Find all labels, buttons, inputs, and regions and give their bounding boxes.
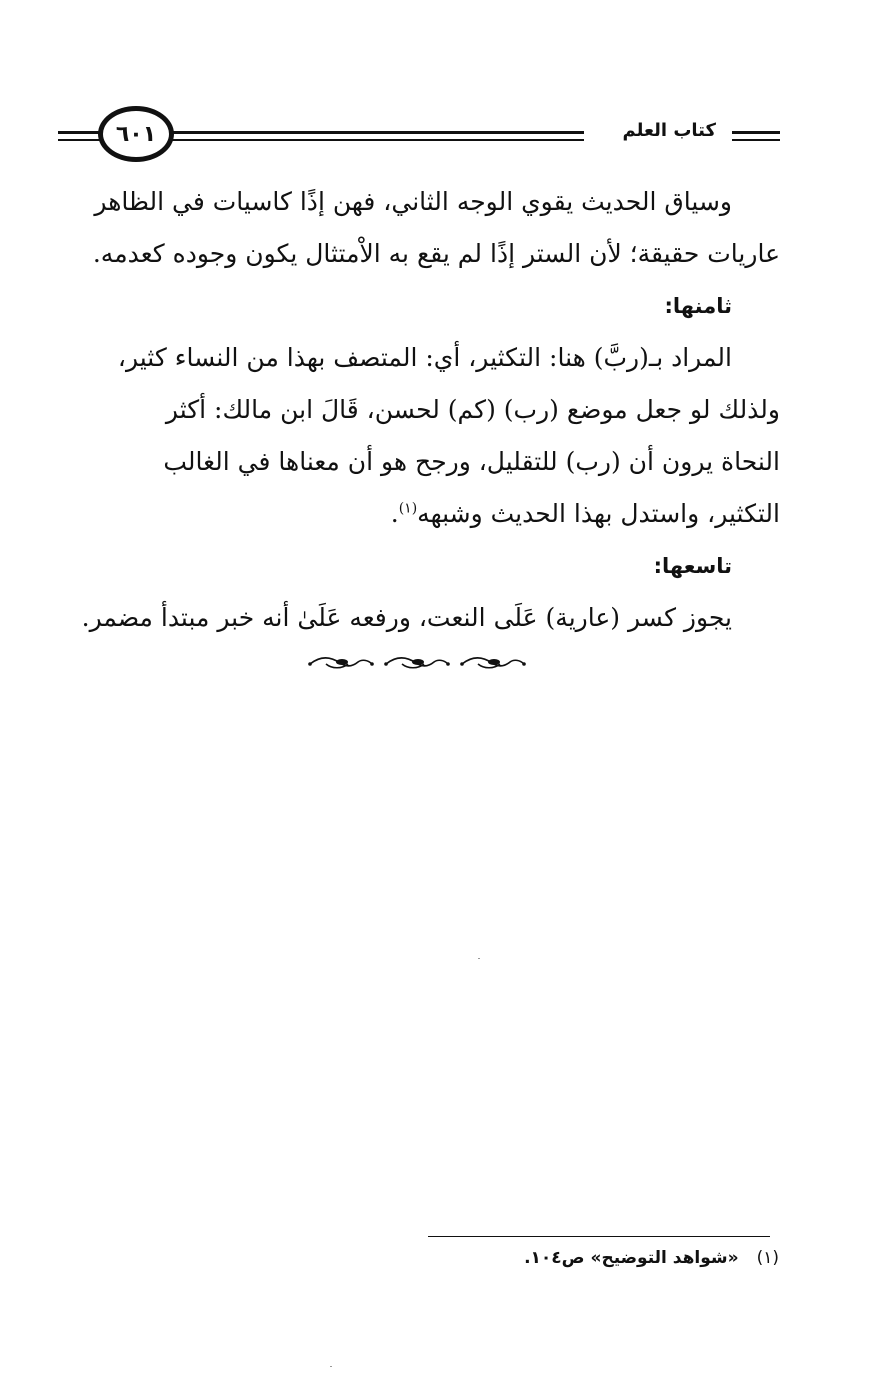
header-rule: [172, 131, 584, 134]
ornament-divider: [306, 652, 528, 674]
text-line: عاريات حقيقة؛ لأن الستر إذًا لم يقع به الاْمتثال يكون وجوده كعدمه.: [92, 239, 780, 268]
page-number-oval: [98, 106, 174, 162]
footnote-number: (١): [756, 1248, 779, 1268]
text-line: النحاة يرون أن (رب) للتقليل، ورجح هو أن معناها في الغالب: [163, 447, 780, 476]
footnote-separator: [428, 1236, 770, 1237]
sentence-end: .: [390, 499, 399, 528]
section-heading: ثامنها:: [664, 294, 732, 318]
footnote-marker: (١): [398, 500, 418, 517]
scan-speck: [330, 1366, 332, 1367]
main-text: [58, 176, 780, 644]
scan-speck: [478, 958, 480, 959]
header-rule: [172, 139, 584, 141]
header-rule: [732, 131, 780, 134]
text-line: المراد بـ(ربَّ) هنا: التكثير، أي: المتصف بهذا من النساء كثير،: [117, 343, 732, 372]
page-header: [58, 104, 780, 164]
page-number: ٦٠١: [115, 121, 157, 147]
footnote: [524, 1248, 779, 1268]
running-title: كتاب العلم: [617, 120, 722, 141]
text-line: يجوز كسر (عارية) عَلَى النعت، ورفعه عَلَىٰ أنه خبر مبتدأ مضمر.: [81, 603, 732, 632]
text-line: التكثير، واستدل بهذا الحديث وشبهه: [417, 499, 780, 528]
header-rule: [732, 139, 780, 141]
footnote-text: «شواهد التوضيح» ص١٠٤.: [524, 1248, 739, 1268]
header-rule: [58, 131, 102, 134]
text-line: وسياق الحديث يقوي الوجه الثاني، فهن إذًا كاسيات في الظاهر: [94, 187, 732, 216]
text-line-with-note: [58, 488, 780, 540]
section-heading: تاسعها:: [653, 554, 732, 578]
text-line: ولذلك لو جعل موضع (رب) (كم) لحسن، قَالَ ابن مالك: أكثر: [165, 395, 780, 424]
header-rule: [58, 139, 102, 141]
